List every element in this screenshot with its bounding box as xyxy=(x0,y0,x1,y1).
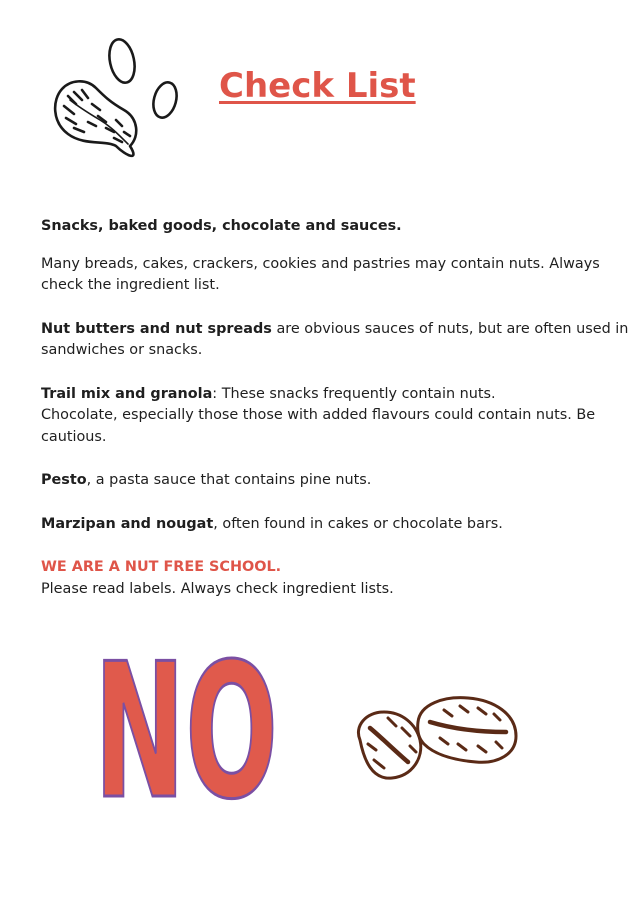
paragraph-text: Chocolate, especially those those with added flavours could contain nuts. Be cautious. xyxy=(41,407,596,445)
section-heading: Snacks, baked goods, chocolate and sauces. xyxy=(41,218,402,234)
peanut-icon xyxy=(44,34,194,164)
nut-free-warning: WE ARE A NUT FREE SCHOOL. xyxy=(41,559,282,575)
paragraph-trail-mix xyxy=(41,384,631,449)
no-lettering xyxy=(92,623,282,840)
paragraph-pesto xyxy=(41,470,631,492)
bold-term: Pesto xyxy=(41,472,87,488)
bold-term: Nut butters and nut spreads xyxy=(41,320,272,337)
walnut-icon xyxy=(348,688,523,788)
paragraph-text: are obvious sauces of nuts, but are often used in sandwiches or snacks. xyxy=(41,320,629,358)
warning-block xyxy=(41,557,631,600)
page-title: Check List xyxy=(219,66,416,106)
bold-term: Marzipan and nougat xyxy=(41,515,214,532)
paragraph-nut-butters xyxy=(41,319,631,362)
paragraph-breads: Many breads, cakes, crackers, cookies and pastries may contain nuts. Always check the ingredient list. xyxy=(41,255,600,293)
paragraph-text: , a pasta sauce that contains pine nuts. xyxy=(86,472,372,488)
paragraph-marzipan xyxy=(41,514,631,536)
paragraph-text: , often found in cakes or chocolate bars. xyxy=(213,515,503,532)
paragraph-text: : These snacks frequently contain nuts. xyxy=(212,385,496,402)
final-instruction: Please read labels. Always check ingredient lists. xyxy=(41,580,394,597)
checklist-body xyxy=(41,216,631,600)
no-text: NO xyxy=(94,623,278,840)
bold-term: Trail mix and granola xyxy=(41,385,213,402)
